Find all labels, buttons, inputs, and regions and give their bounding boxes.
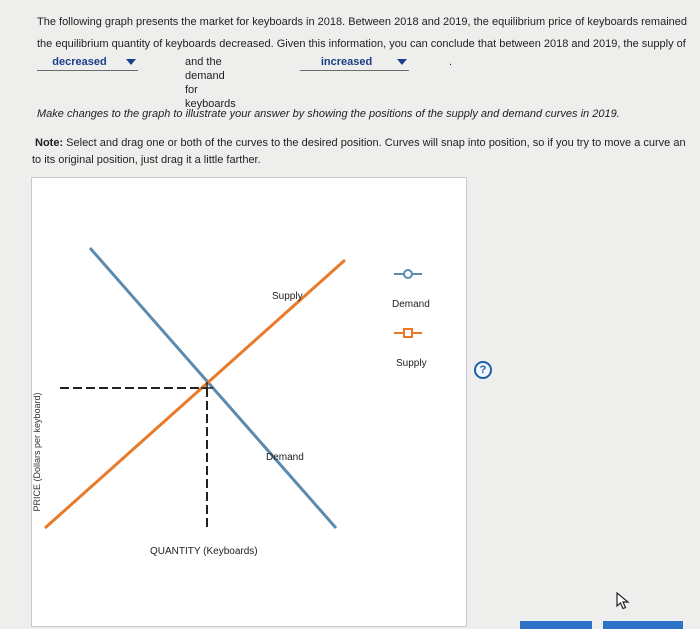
circle-marker-icon (404, 270, 412, 278)
note-text: Select and drag one or both of the curves to the desired position. Curves will snap into position, so if you try to move a curve an (63, 137, 686, 149)
demand-curve-label: Demand (266, 452, 304, 463)
demand-tool[interactable] (394, 270, 422, 278)
note-line-1 (35, 136, 686, 151)
note-line-2: to its original position, just drag it a little farther. (32, 154, 261, 166)
supply-change-value: decreased (52, 56, 107, 68)
square-marker-icon (404, 329, 412, 337)
question-line-2: the equilibrium quantity of keyboards decreased. Given this information, you can conclude that between 2018 and 2019, the supply of (37, 38, 686, 50)
chevron-down-icon (397, 59, 407, 65)
footer-button-right[interactable] (603, 621, 683, 629)
x-axis-label: QUANTITY (Keyboards) (150, 546, 258, 557)
supply-curve-label: Supply (272, 291, 303, 302)
question-line-1: The following graph presents the market for keyboards in 2018. Between 2018 and 2019, the equilibrium price of keyboards remained (37, 16, 687, 28)
help-icon[interactable]: ? (474, 361, 492, 379)
graph-panel (31, 177, 487, 627)
demand-change-dropdown[interactable] (300, 55, 409, 71)
supply-tool-label: Supply (396, 358, 427, 369)
y-axis-label: PRICE (Dollars per keyboard) (32, 392, 42, 512)
mouse-cursor-icon (616, 592, 630, 610)
supply-tool[interactable] (394, 329, 422, 337)
demand-change-value: increased (320, 56, 373, 68)
answer-mid-text: and the demand for keyboards (185, 56, 236, 110)
demand-tool-label: Demand (392, 299, 430, 310)
answer-period: . (449, 56, 453, 68)
supply-demand-graph (32, 178, 466, 626)
supply-change-dropdown[interactable] (37, 55, 138, 71)
graph-instruction: Make changes to the graph to illustrate your answer by showing the positions of the supply and demand curves in 2019. (37, 108, 620, 120)
footer-button-left[interactable] (520, 621, 592, 629)
footer-buttons (520, 621, 683, 629)
note-label: Note: (35, 137, 64, 149)
chevron-down-icon (126, 59, 136, 65)
